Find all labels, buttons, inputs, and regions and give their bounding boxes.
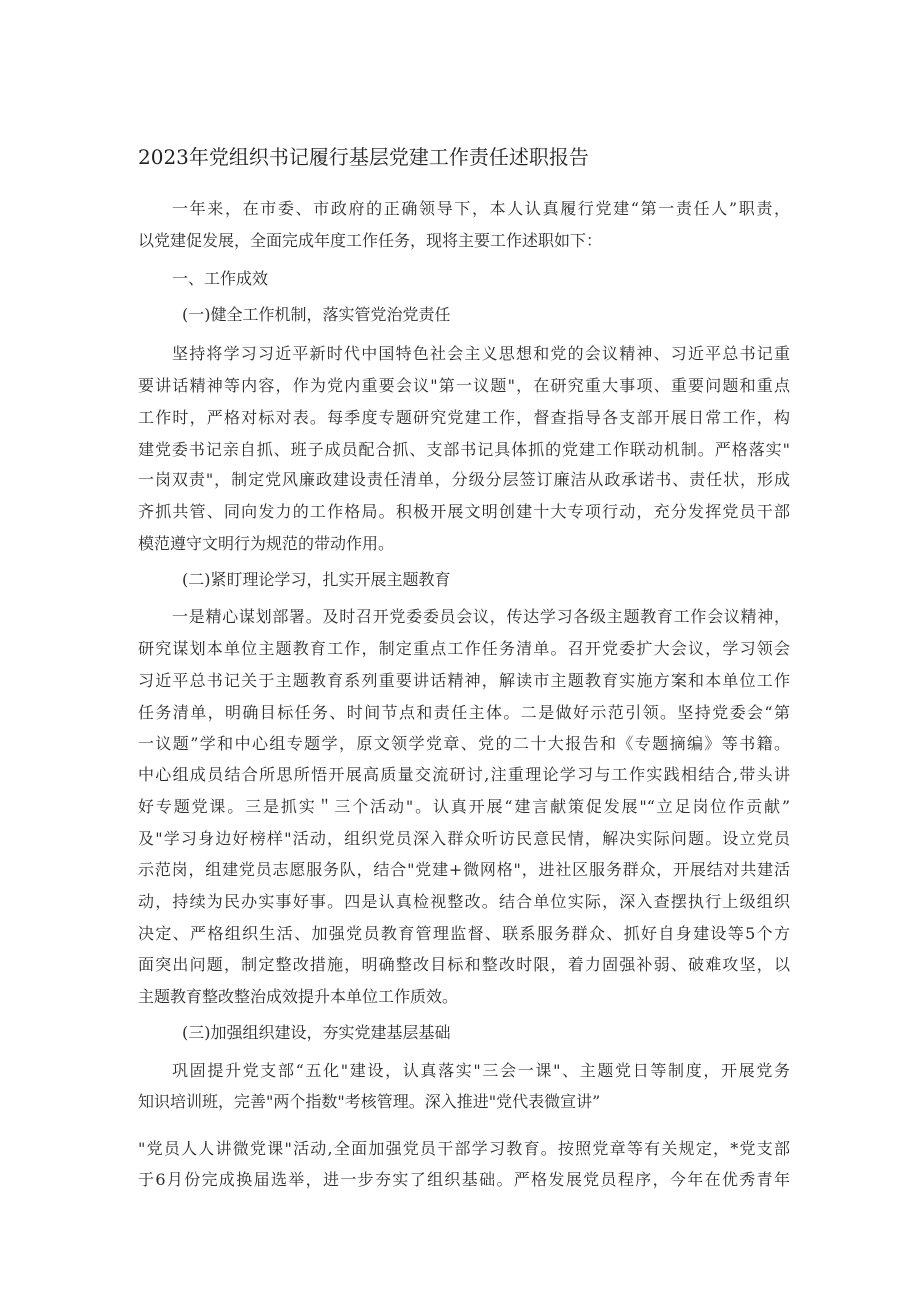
section-heading-1: 一、工作成效: [172, 269, 269, 288]
paragraph-3-line-3: "党员人人讲微党课"活动,全面加强党员干部学习教育。按照党章等有关规定，*党支部: [138, 1139, 790, 1158]
paragraph-1-line-2: 要讲话精神等内容，作为党内重要会议"第一议题"，在研究重大事项、重要问题和重点: [138, 376, 790, 395]
intro-line-1: 一年来，在市委、市政府的正确领导下，本人认真履行党建“第一责任人”职责，: [172, 199, 790, 218]
subsection-heading-3: (三)加强组织建设，夯实党建基层基础: [182, 1023, 451, 1042]
paragraph-1-line-7: 模范遵守文明行为规范的带动作用。: [138, 534, 395, 553]
document-title: 2023年党组织书记履行基层党建工作责任述职报告: [138, 145, 589, 169]
subsection-heading-2: (二)紧盯理论学习，扎实开展主题教育: [182, 570, 451, 589]
paragraph-1-line-4: 建党委书记亲自抓、班子成员配合抓、支部书记具体抓的党建工作联动机制。严格落实": [138, 440, 790, 459]
paragraph-2-line-10: 动，持续为民办实事好事。四是认真检视整改。结合单位实际，深入查摆执行上级组织: [138, 892, 790, 911]
paragraph-2-line-9: 示范岗，组建党员志愿服务队，结合"党建+微网格"，进社区服务群众，开展结对共建活: [138, 860, 790, 879]
paragraph-1-line-5: 一岗双责"，制定党风廉政建设责任清单，分级分层签订廉洁从政承诺书、责任状，形成: [138, 470, 790, 489]
paragraph-2-line-8: 及"学习身边好榜样"活动，组织党员深入群众听访民意民情，解决实际问题。设立党员: [138, 829, 790, 848]
paragraph-1-line-6: 齐抓共管、同向发力的工作格局。积极开展文明创建十大专项行动，充分发挥党员干部: [138, 502, 790, 521]
paragraph-2-line-2: 研究谋划本单位主题教育工作，制定重点工作任务清单。召开党委扩大会议，学习领会: [138, 639, 790, 658]
intro-line-2: 以党建促发展，全面完成年度工作任务，现将主要工作述职如下：: [138, 231, 603, 250]
paragraph-2-line-12: 面突出问题，制定整改措施，明确整改目标和整改时限，着力固强补弱、破难攻坚，以: [138, 955, 790, 974]
paragraph-2-line-3: 习近平总书记关于主题教育系列重要讲话精神，解读市主题教育实施方案和本单位工作: [138, 671, 790, 690]
paragraph-1-line-3: 工作时，严格对标对表。每季度专题研究党建工作，督查指导各支部开展日常工作，构: [138, 408, 790, 427]
paragraph-2-line-11: 决定、严格组织生活、加强党员教育管理监督、联系服务群众、抓好自身建设等5个方: [138, 924, 790, 943]
paragraph-2-line-1: 一是精心谋划部署。及时召开党委委员会议，传达学习各级主题教育工作会议精神，: [172, 607, 790, 626]
paragraph-3-line-4: 于6月份完成换届选举，进一步夯实了组织基础。严格发展党员程序，今年在优秀青年: [138, 1170, 790, 1189]
paragraph-2-line-6: 中心组成员结合所思所悟开展高质量交流研讨,注重理论学习与工作实践相结合,带头讲: [138, 765, 790, 784]
paragraph-2-line-7: 好专题党课。三是抓实＂三个活动"。认真开展“建言献策促发展"“立足岗位作贡献”: [138, 797, 790, 816]
paragraph-2-line-4: 任务清单，明确目标任务、时间节点和责任主体。二是做好示范引领。坚持党委会“第: [138, 703, 790, 722]
paragraph-1-line-1: 坚持将学习习近平新时代中国特色社会主义思想和党的会议精神、习近平总书记重: [172, 344, 790, 363]
paragraph-3-line-2: 知识培训班，完善"两个指数"考核管理。深入推进"党代表微宣讲”: [138, 1092, 601, 1111]
subsection-heading-1: (一)健全工作机制，落实管党治党责任: [182, 305, 451, 324]
paragraph-2-line-5: 一议题”学和中心组专题学，原文领学党章、党的二十大报告和《专题摘编》等书籍。: [138, 734, 790, 753]
paragraph-2-line-13: 主题教育整改整治成效提升本单位工作质效。: [138, 987, 459, 1006]
paragraph-3-line-1: 巩固提升党支部“五化"建设，认真落实"三会一课"、主题党日等制度，开展党务: [172, 1061, 790, 1080]
